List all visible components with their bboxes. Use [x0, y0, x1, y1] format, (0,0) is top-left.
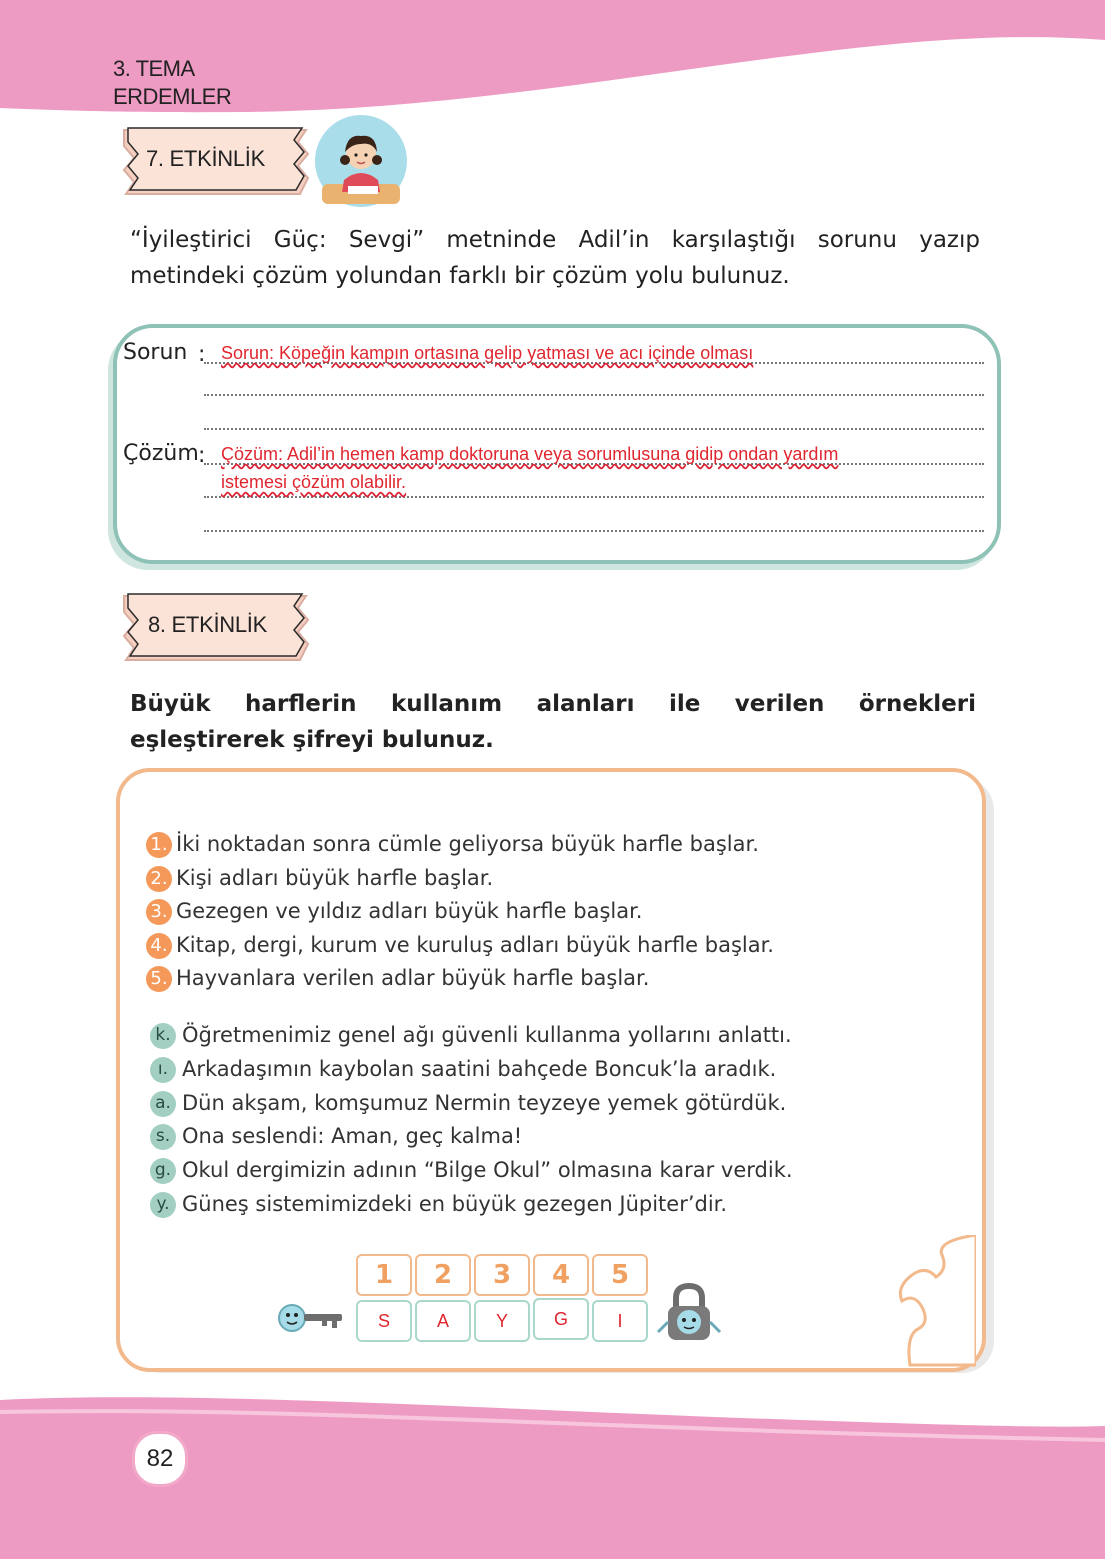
example-item-y [150, 1192, 727, 1218]
rule-number-badge: 3. [146, 899, 172, 925]
code-number-3: 3 [474, 1254, 530, 1296]
rule-text: Gezegen ve yıldız adları büyük harfle başlar. [176, 899, 643, 923]
problem-answer[interactable]: Sorun: Köpeğin kampın ortasına gelip yatması ve acı içinde olması [221, 343, 754, 363]
rule-text: Kitap, dergi, kurum ve kuruluş adları büyük harfle başlar. [176, 933, 774, 957]
answer-line [204, 394, 984, 396]
code-number-1: 1 [356, 1254, 412, 1296]
rule-number-badge: 1. [146, 832, 172, 858]
example-letter-badge: y. [150, 1192, 176, 1218]
rule-number-badge: 5. [146, 966, 172, 992]
rule-text: Hayvanlara verilen adlar büyük harfle başlar. [176, 966, 650, 990]
example-item-s [150, 1124, 522, 1150]
theme-number: 3. TEMA [113, 56, 195, 81]
student-writing-illustration [314, 114, 408, 208]
example-letter-badge: s. [150, 1124, 176, 1150]
code-answer-5[interactable]: I [592, 1300, 648, 1342]
code-number-4: 4 [533, 1254, 589, 1296]
rule-text: İki noktadan sonra cümle geliyorsa büyük harfle başlar. [176, 832, 759, 856]
example-text: Okul dergimizin adının “Bilge Okul” olmasına karar verdik. [182, 1158, 793, 1182]
example-text: Dün akşam, komşumuz Nermin teyzeye yemek götürdük. [182, 1091, 787, 1115]
rule-item-4 [146, 933, 774, 959]
code-number-5: 5 [592, 1254, 648, 1296]
example-letter-badge: g. [150, 1158, 176, 1184]
theme-name: ERDEMLER [113, 84, 232, 109]
lock-icon [654, 1282, 724, 1346]
example-letter-badge: ı. [150, 1057, 176, 1083]
example-item-g [150, 1158, 793, 1184]
code-answer-1[interactable]: S [356, 1300, 412, 1342]
answer-line [204, 496, 984, 498]
solution-label: Çözüm [123, 441, 199, 466]
example-text: Ona seslendi: Aman, geç kalma! [182, 1124, 523, 1148]
answer-line [204, 530, 984, 532]
example-item-i [150, 1057, 776, 1083]
problem-label: Sorun [123, 340, 188, 365]
example-text: Güneş sistemimizdeki en büyük gezegen Jüpiter’dir. [182, 1192, 728, 1216]
answer-line [204, 428, 984, 430]
solution-answer-line1[interactable]: Çözüm: Adil’in hemen kamp doktoruna veya sorumlusuna gidip ondan yardım [221, 444, 839, 464]
problem-colon: : [198, 342, 206, 367]
solution-answer-line2[interactable]: istemesi çözüm olabilir. [221, 472, 407, 492]
rule-item-1 [146, 832, 759, 858]
example-letter-badge: a. [150, 1091, 176, 1117]
example-item-k [150, 1023, 792, 1049]
rule-item-3 [146, 899, 642, 925]
rule-item-2 [146, 866, 493, 892]
puzzle-piece-decoration [896, 1235, 976, 1375]
example-text: Arkadaşımın kaybolan saatini bahçede Boncuk’la aradık. [182, 1057, 777, 1081]
rule-number-badge: 4. [146, 933, 172, 959]
code-answer-4[interactable]: G [533, 1298, 589, 1340]
rule-number-badge: 2. [146, 866, 172, 892]
activity8-instruction: Büyük harflerin kullanım alanları ile verilen örnekleri eşleştirerek şifreyi bulunuz. [130, 691, 976, 753]
activity8-title: 8. ETKİNLİK [148, 612, 267, 637]
code-answer-2[interactable]: A [415, 1300, 471, 1342]
example-text: Öğretmenimiz genel ağı güvenli kullanma yollarını anlattı. [182, 1023, 792, 1047]
page-number: 82 [132, 1431, 188, 1487]
rule-text: Kişi adları büyük harfle başlar. [176, 866, 494, 890]
activity7-title: 7. ETKİNLİK [146, 146, 265, 171]
code-answer-3[interactable]: Y [474, 1300, 530, 1342]
key-icon [276, 1300, 346, 1336]
code-number-2: 2 [415, 1254, 471, 1296]
rule-item-5 [146, 966, 649, 992]
solution-colon: : [198, 443, 206, 468]
example-item-a [150, 1091, 786, 1117]
activity7-instruction: “İyileştirici Güç: Sevgi” metninde Adil’in karşılaştığı sorunu yazıp metindeki çözüm yolundan farklı bir çözüm yolu bulunuz. [130, 227, 980, 289]
example-letter-badge: k. [150, 1023, 176, 1049]
